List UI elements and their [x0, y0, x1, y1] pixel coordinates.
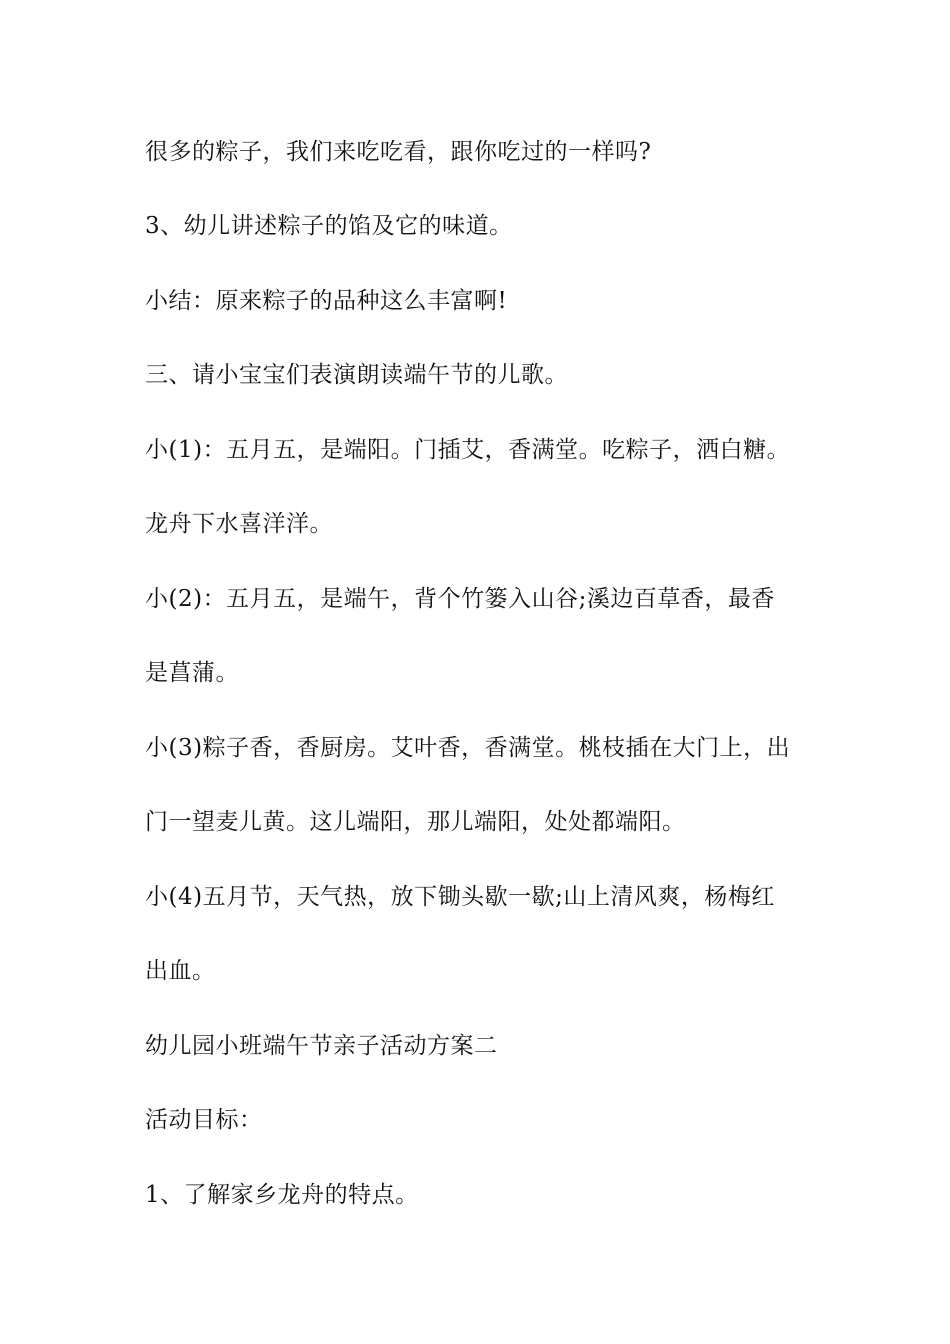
text-line-5: 小(1)：五月五，是端阳。门插艾，香满堂。吃粽子，洒白糖。: [145, 437, 791, 463]
text-line-3: 小结：原来粽子的品种这么丰富啊!: [145, 288, 508, 314]
objective-item-1: 1、了解家乡龙舟的特点。: [145, 1182, 419, 1208]
objectives-heading: 活动目标：: [145, 1107, 263, 1133]
text-line-9: 小(3)粽子香，香厨房。艾叶香，香满堂。桃枝插在大门上，出: [145, 735, 791, 761]
text-line-10: 门一望麦儿黄。这儿端阳，那儿端阳，处处都端阳。: [145, 809, 686, 835]
plan-title: 幼儿园小班端午节亲子活动方案二: [145, 1033, 498, 1059]
text-line-11: 小(4)五月节，天气热，放下锄头歇一歇;山上清风爽，杨梅红: [145, 884, 775, 910]
text-line-12: 出血。: [145, 958, 216, 984]
text-line-2: 3、幼儿讲述粽子的馅及它的味道。: [145, 213, 513, 239]
text-line-7: 小(2)：五月五，是端午，背个竹篓入山谷;溪边百草香，最香: [145, 586, 775, 612]
text-line-6: 龙舟下水喜洋洋。: [145, 511, 333, 537]
text-line-8: 是菖蒲。: [145, 660, 239, 686]
text-line-1: 很多的粽子，我们来吃吃看，跟你吃过的一样吗?: [145, 139, 652, 165]
section-heading-3: 三、请小宝宝们表演朗读端午节的儿歌。: [145, 362, 568, 388]
